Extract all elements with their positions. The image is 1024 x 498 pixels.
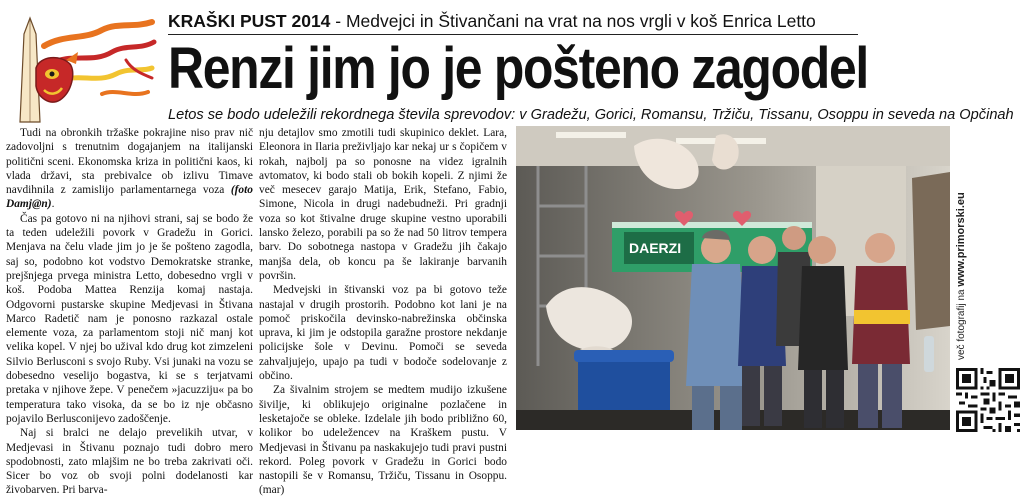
body-column-1 (6, 126, 253, 497)
photo-credit-prefix: več fotografij na (956, 289, 967, 360)
kicker-rest: - Medvejci in Štivančani na vrat na nos vrgli v koš Enrica Letto (330, 11, 816, 31)
kicker-divider (168, 34, 858, 35)
photo-scene (516, 126, 950, 430)
article-photo (516, 126, 950, 430)
kicker-lead: KRAŠKI PUST 2014 (168, 11, 331, 31)
article-headline: Renzi jim jo je pošteno zagodel (168, 36, 868, 101)
paragraph-text: Tudi na obronkih tržaške pokrajine niso prav nič zadovoljni s trenutnim dogajanjem na italijanski politični sceni. Ekonomska kriza in politični kaos, ki vlada državi, sta prebivalce ob izlivu Timave navdihnila z zamislijo parlamentarnega voza (6, 127, 253, 197)
qr-code-icon[interactable] (956, 368, 1020, 432)
photo-credit-site: www.primorski.eu (955, 192, 967, 287)
carnival-logo-icon (6, 12, 156, 124)
paragraph: Naj si bralci ne delajo prevelikih utvar, v Medjevasi in Štivanu poznajo tudi dobro mero spodobnosti, zato mlajšim ne bo treba zakrivati oči. Sicer bo voz ob svoji polni dodelanosti kar živobarven. Pri barva- (6, 427, 253, 497)
article-kicker (168, 8, 858, 34)
paragraph: Medvejski in štivanski voz pa bi gotovo teže nastajal v drugih prostorih. Podobno kot lani je na pomoč priskočila devinsko-nabrežinska občinska uprava, ki jim je odstopila garažne prostore nekdanje policijske šole v Devinu. Pomoči se seveda zahvaljujejo, upajo pa tudi v bodoče sodelovanje z občino. (259, 284, 507, 383)
body-column-2 (259, 126, 507, 497)
cart-sign-text: DAERZI (629, 240, 682, 256)
paragraph: nju detajlov smo zmotili tudi skupinico deklet. Lara, Eleonora in Ilaria preživljajo kar nekaj ur s čopičem v rokah, najbolj pa so ponosne na videz igralnih avtomatov, ki bodo stali ob bokih kopeli. Z njimi že več mesecev garajo Matija, Erik, Stefano, Fabio, Simone, Nicola in drugi nadebudneži. Pri gradnji voza so kot štivalne druge skupine vestno uporabili lansko železo, porabili pa so že nad 50 litrov tempera barv. Do sobotnega nastopa v Gradežu jih čakajo manjša dela, ob koncu pa še lakiranje barvanih površin. (259, 127, 507, 282)
photo-credit (952, 192, 970, 360)
paragraph (6, 126, 253, 212)
paragraph-end: . (51, 198, 55, 211)
paragraph: Čas pa gotovo ni na njihovi strani, saj se bodo že ta teden udeležili povork v Gradežu in Gorici. Menjava na čelu vlade jim jo je še pošteno zagodla, saj so, podobno kot vodstvo Demokratske stranke, prejšnjega prvega ministra Letto, dobesedno vrgli v koš. Podoba Mattea Renzija komaj nastaja. Odgovorni pustarske skupine Medjevasi in Štivana Marco Radetič nam je ponosno razkazal ostale elemente voza, za parlamentom stoji nič manj kot velika kopel. V njej bo užival kdo drug kot zimzeleni Silvio Berlusconi s svojo Ruby. Vsi junaki na vozu se dobesedno veselijo bogastva, ki se s terjatvami pretaka v njihove žepe. V penečem »jacuzziju« pa bo temperatura tako visoka, da se bo iz nje občasno pojavilo Berlusconijevo zadoščenje. (6, 212, 253, 425)
article-subhead: Letos se bodo udeležili rekordnega števila sprevodov: v Gradežu, Gorici, Romansu, Tržiču, Tissanu, Osoppu in seveda na Opčinah (168, 107, 1014, 123)
photo-credit-inline: (foto Damj@n) (6, 184, 253, 211)
paragraph: Za šivalnim strojem se medtem mudijo izkušene šivilje, ki oblikujejo originalne pozlačene in lesketajoče se obleke. Izdelale jih bodo približno 60, kolikor bo udeležencev na Kraškem pustu. V Medjevasi in Štivanu pa naskakujejo tudi pravi pustni rekord. Poleg povork v Gradežu in Gorici bodo nastopili še v Romansu, Tržiču, Tissanu in Osoppu. (mar) (259, 384, 507, 497)
